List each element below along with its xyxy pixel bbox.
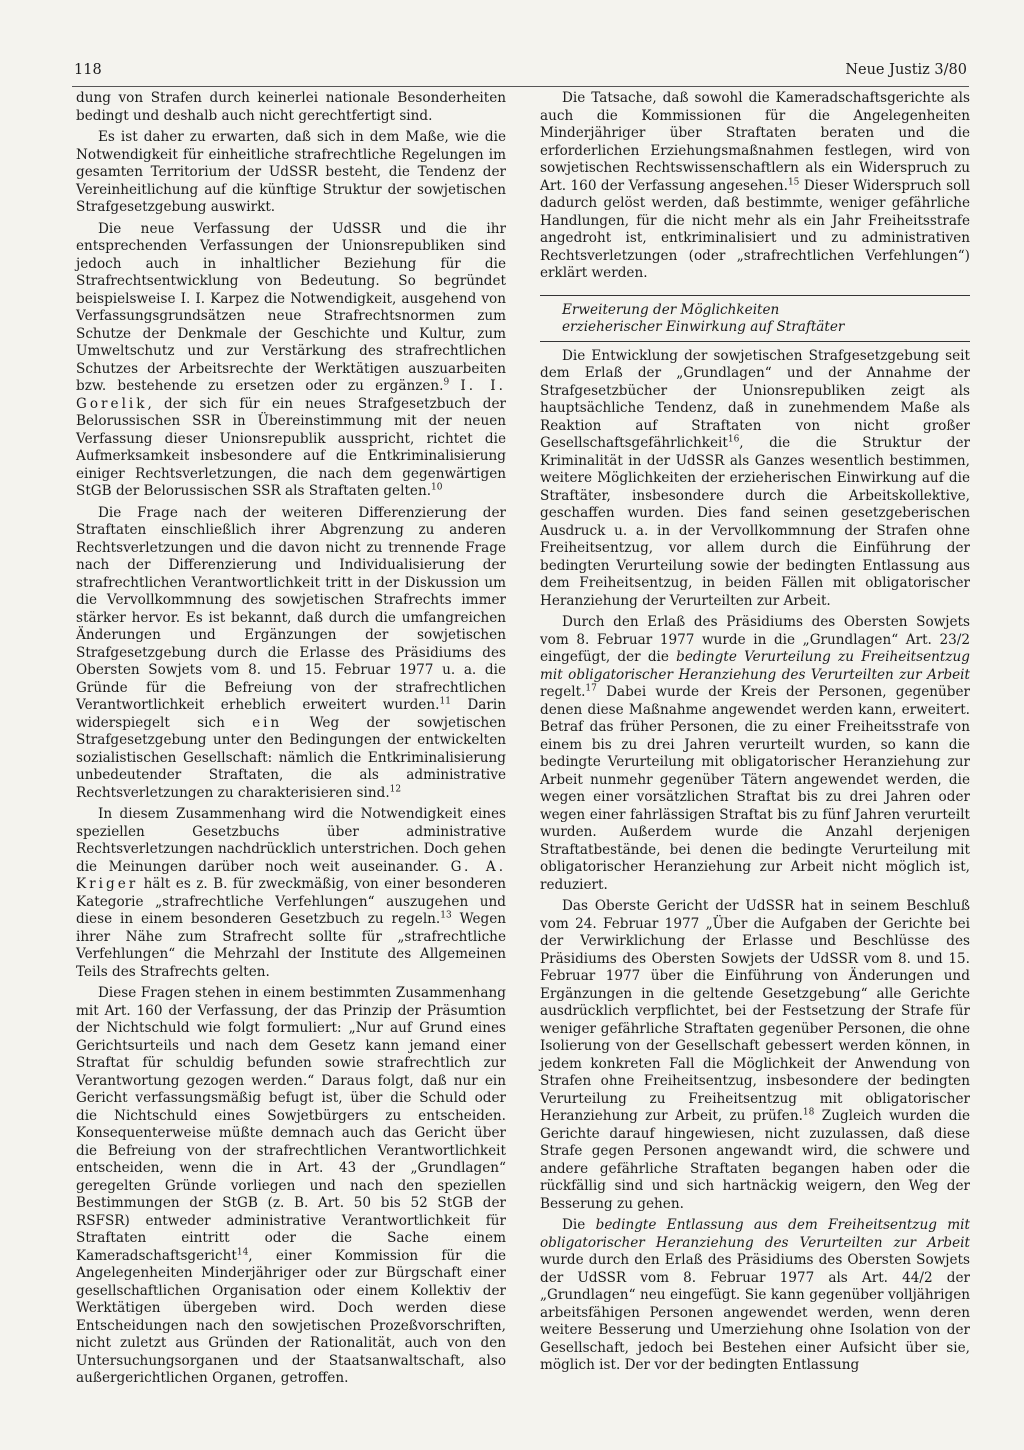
paragraph: In diesem Zusammenhang wird die Notwendigkeit eines speziellen Gesetzbuchs über administrative Rechtsverletzungen nachdrücklich unterstrichen. Doch gehen die Meinungen darüber noch weit auseinander. G. A. Kriger hält es z. B. für zweckmäßig, von einer besonderen Kategorie „strafrechtliche Verfehlungen“ auszugehen und diese in einem besonderen Gesetzbuch zu regeln.$^{13}$ Wegen ihrer Nähe zum Strafrecht sollte für „strafrechtliche Verfehlungen“ die Mehrzahl der Institute des Allgemeinen Teils des Strafrechts gelten. bbox=[76, 806, 507, 980]
paragraph: dung von Strafen durch keinerlei nationale Besonderheiten bedingt und deshalb auch nicht gerechtfertigt sind. bbox=[76, 90, 506, 124]
footnote-ref[interactable]: 17 bbox=[585, 683, 597, 694]
footnote-ref[interactable]: 18 bbox=[802, 1107, 815, 1118]
footnote-ref[interactable]: 11 bbox=[439, 696, 451, 707]
section-divider bbox=[540, 341, 970, 342]
page-header bbox=[72, 60, 969, 87]
footnote-ref[interactable]: 9 bbox=[443, 377, 450, 388]
paragraph: Diese Fragen stehen in einem bestimmten Zusammenhang mit Art. 160 der Verfassung, der das Prinzip der Präsumtion der Nichtschuld wie folgt formuliert: „Nur auf Grund eines Gerichtsurteils und nach dem Gesetz kann jemand einer Straftat für schuldig befunden sowie strafrechtlich zur Verantwortung gezogen werden.“ Daraus folgt, daß nur ein Gericht verfassungsmäßig befugt ist, über die Schuld oder die Nichtschuld eines Sowjetbürgers zu entscheiden. Konsequenterweise müßte demnach auch das Gericht über die Befreiung von der strafrechtlichen Verantwortlichkeit entscheiden, wenn die in Art. 43 der „Grundlagen“ geregelten Gründe vorliegen und nach den speziellen Bestimmungen der StGB (z. B. Art. 50 bis 52 StGB der RSFSR) entweder administrative Verantwortlichkeit für Straftaten eintritt oder die Sache einem Kameradschaftsgericht$^{14}$, einer Kommission für die Angelegenheiten Minderjähriger oder zur Bürgschaft einer gesellschaftlichen Organisation oder einem Kollektiv der Werktätigen übergeben wird. Doch werden diese Entscheidungen nach den sowjetischen Prozeßvorschriften, nicht zuletzt aus Gründen der Rationalität, auch von den Untersuchungsorganen und der Staatsanwaltschaft, also außergerichtlichen Organen, getroffen. bbox=[76, 985, 506, 1386]
right-column bbox=[540, 90, 970, 1379]
paragraph: Die bedingte Entlassung aus dem Freiheitsentzug mit obligatorischer Heranziehung des Verurteilten zur Arbeit wurde durch den Erlaß des Präsidiums des Obersten Sowjets der UdSSR vom 8. Februar 1977 als Art. 44/2 der „Grundlagen“ neu eingefügt. Sie kann gegenüber volljährigen arbeitsfähigen Personen angewendet werden, wenn deren weitere Besserung und Umerziehung ohne Isolation von der Gesellschaft, jedoch bei Bestehen einer Aufsicht über sie, möglich ist. Der vor der bedingten Entlassung bbox=[540, 1217, 970, 1373]
section-divider bbox=[540, 295, 970, 296]
paragraph: Die Frage nach der weiteren Differenzierung der Straftaten einschließlich ihrer Abgrenzung zu anderen Rechtsverletzungen und die davon nicht zu trennende Frage nach der Differenzierung und Individualisierung der strafrechtlichen Verantwortlichkeit tritt in der Diskussion um die Vervollkommnung des sowjetischen Strafrechts immer stärker hervor. Es ist bekannt, daß durch die umfangreichen Änderungen und Ergänzungen der sowjetischen Strafgesetzgebung durch die Erlasse des Präsidiums des Obersten Sowjets vom 8. und 15. Februar 1977 u. a. die Gründe für die Befreiung von der strafrechtlichen Verantwortlichkeit erheblich erweitert wurden.$^{11}$ Darin widerspiegelt sich ein Weg der sowjetischen Strafgesetzgebung unter den Bedingungen der entwickelten sozialistischen Gesellschaft: nämlich die Entkriminalisierung unbedeutender Straftaten, die als administrative Rechtsverletzungen zu charakterisieren sind.$^{12}$ bbox=[76, 504, 506, 801]
paragraph: Die Tatsache, daß sowohl die Kameradschaftsgerichte als auch die Kommissionen für die Angelegenheiten Minderjähriger über Straftaten beraten und die erforderlichen Erziehungsmaßnahmen festlegen, wird von sowjetischen Rechtswissenschaftlern als ein Widerspruch zu Art. 160 der Verfassung angesehen.$^{15}$ Dieser Widerspruch soll dadurch gelöst werden, daß bestimmte, weniger gefährliche Handlungen, für die nicht mehr als ein Jahr Freiheitsstrafe angedroht ist, entkriminalisiert und zu administrativen Rechtsverletzungen (oder „strafrechtlichen Verfehlungen“) erklärt werden. bbox=[540, 90, 970, 281]
footnote-ref[interactable]: 15 bbox=[787, 176, 800, 187]
paragraph: Das Oberste Gericht der UdSSR hat in seinem Beschluß vom 24. Februar 1977 „Über die Aufgaben der Gerichte bei der Verwirklichung der Erlasse und Beschlüsse des Präsidiums des Obersten Sowjets der UdSSR vom 8. und 15. Februar 1977 über die Einführung von Änderungen und Ergänzungen in die geltende Gesetzgebung“ alle Gerichte ausdrücklich verpflichtet, bei der Festsetzung der Strafe für weniger gefährliche Straftaten gegenüber Personen, die ohne Isolierung von der Gesellschaft gebessert werden können, in jedem konkreten Fall die Möglichkeit der Anwendung von Strafen ohne Freiheitsentzug, insbesondere der bedingten Verurteilung zu Freiheitsentzug mit obligatorischer Heranziehung zur Arbeit, zu prüfen.$^{18}$ Zugleich wurden die Gerichte darauf hingewiesen, nicht zuzulassen, daß diese Strafe gegen Personen angewandt wird, die schwere und andere gefährliche Straftaten begangen haben oder die rückfällig sind und sich hartnäckig weigern, den Weg der Besserung zu gehen. bbox=[540, 898, 970, 1212]
paragraph: Die Entwicklung der sowjetischen Strafgesetzgebung seit dem Erlaß der „Grundlagen“ und der Annahme der Strafgesetzbücher der Unionsrepubliken zeigt als hauptsächliche Tendenz, daß in zunehmendem Maße als Reaktion auf Straftaten von nicht großer Gesellschaftsgefährlichkeit$^{16}$, die die Struktur der Kriminalität in der UdSSR als Ganzes wesentlich bestimmen, weitere Möglichkeiten der erzieherischen Einwirkung auf die Straftäter, insbesondere durch die Arbeitskollektive, geschaffen wurden. Dies fand seinen gesetzgeberischen Ausdruck u. a. in der Vervollkommnung der Strafen ohne Freiheitsentzug, vor allem durch die Einführung der bedingten Verurteilung sowie der bedingten Entlassung aus dem Freiheitsentzug, in beiden Fällen mit obligatorischer Heranziehung der Verurteilten zur Arbeit. bbox=[540, 347, 970, 609]
left-column bbox=[76, 90, 506, 1392]
paragraph: Durch den Erlaß des Präsidiums des Obersten Sowjets vom 8. Februar 1977 wurde in die „Grundlagen“ Art. 23/2 eingefügt, der die bedingte Verurteilung zu Freiheitsentzug mit obligatorischer Heranziehung des Verurteilten zur Arbeit regelt.$^{17}$ Dabei wurde der Kreis der Personen, gegenüber denen diese Maßnahme angewendet werden kann, erweitert. Betraf das früher Personen, die zu einer Freiheitsstrafe von einem bis zu drei Jahren verurteilt wurden, so kann die bedingte Verurteilung mit obligatorischer Heranziehung zur Arbeit nunmehr gegenüber Tätern angewendet werden, die wegen einer vorsätzlichen Straftat bis zu drei Jahren oder wegen einer fahrlässigen Straftat bis zu fünf Jahren verurteilt wurden. Außerdem wurde die Anzahl derjenigen Straftatbestände, bei denen die bedingte Verurteilung mit obligatorischer Heranziehung zur Arbeit nicht möglich ist, reduziert. bbox=[540, 614, 970, 893]
author-name: G. A. Kriger bbox=[76, 858, 507, 892]
footnote-ref[interactable]: 12 bbox=[389, 783, 402, 794]
footnote-ref[interactable]: 16 bbox=[727, 434, 740, 445]
page-number: 118 bbox=[74, 62, 102, 78]
section-heading: Erweiterung der Möglichkeiten erzieherischer Einwirkung auf Straftäter bbox=[562, 301, 845, 335]
footnote-ref[interactable]: 13 bbox=[440, 910, 452, 921]
footnote-ref[interactable]: 14 bbox=[236, 1246, 249, 1257]
footnote-ref[interactable]: 10 bbox=[431, 482, 443, 493]
paragraph: Es ist daher zu erwarten, daß sich in dem Maße, wie die Notwendigkeit für einheitliche strafrechtliche Regelungen im gesamten Territorium der UdSSR besteht, die Tendenz der Vereinheitlichung auf die künftige Struktur der sowjetischen Strafgesetzgebung auswirkt. bbox=[76, 129, 506, 215]
paragraph: Die neue Verfassung der UdSSR und die ihr entsprechenden Verfassungen der Unionsrepubliken sind jedoch auch in inhaltlicher Beziehung für die Strafrechtsentwicklung von Bedeutung. So begründet beispielsweise I. I. Karpez die Notwendigkeit, ausgehend von Verfassungsgrundsätzen neue Strafrechtsnormen zum Schutze der Denkmale der Geschichte und Kultur, zum Umweltschutz und zur Verstärkung des strafrechtlichen Schutzes der Arbeitsrechte der Werktätigen auszuarbeiten bzw. bestehende zu ersetzen oder zu ergänzen.$^9$ I. I. Gorelik, der sich für ein neues Strafgesetzbuch der Belorussischen SSR in Übereinstimmung mit der neuen Verfassung dieser Unionsrepublik ausspricht, richtet die Aufmerksamkeit insbesondere auf die Entkriminalisierung einiger Rechtsverletzungen, die nach dem gegenwärtigen StGB der Belorussischen SSR als Straftaten gelten.$^{10}$ bbox=[76, 220, 506, 499]
author-name: I. I. Gorelik bbox=[76, 378, 506, 412]
journal-issue: Neue Justiz 3/80 bbox=[845, 62, 967, 78]
